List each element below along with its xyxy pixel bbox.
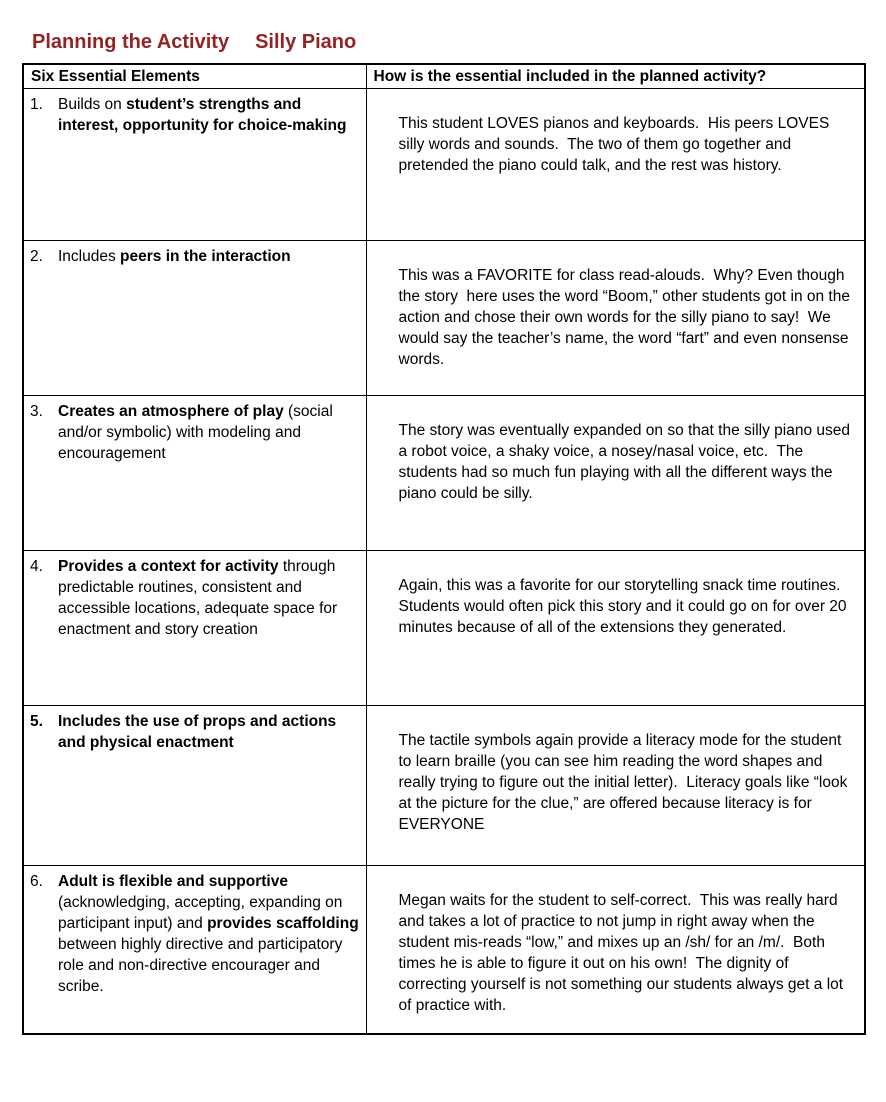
element-text: Adult is flexible and supportive (acknowledging, accepting, expanding on participant input) and provides scaffolding between highly directive and participatory role and non-directive encourager and scribe.	[58, 873, 363, 995]
page-title	[32, 30, 886, 54]
table-row	[23, 551, 865, 706]
numbered-item	[30, 556, 360, 640]
table-row	[23, 396, 865, 551]
table-row	[23, 89, 865, 241]
element-cell-3	[23, 396, 366, 551]
answer-cell-5: The tactile symbols again provide a literacy mode for the student to learn braille (you can see him reading the word shapes and really trying to figure out the initial letter). Literacy goals like “look at the picture for the clue,” are offered because literacy is for EVERYONE	[366, 706, 865, 866]
answer-cell-4: Again, this was a favorite for our storytelling snack time routines. Students would often pick this story and it could go on for over 20 minutes because of all of the extensions they generated.	[366, 551, 865, 706]
element-text: Provides a context for activity through predictable routines, consistent and accessible locations, adequate space for enactment and story creation	[58, 558, 342, 638]
element-text: Creates an atmosphere of play (social and/or symbolic) with modeling and encouragement	[58, 403, 338, 462]
element-text: Builds on student’s strengths and interest, opportunity for choice-making	[58, 96, 347, 134]
answer-cell-6: Megan waits for the student to self-correct. This was really hard and takes a lot of practice to not jump in right away when the student mis-reads “low,” and mixes up an /sh/ for an /m/. Both times he is able to figure it out on his own! The dignity of correcting yourself is not something our students always get a lot of practice with.	[366, 866, 865, 1034]
table-row	[23, 706, 865, 866]
element-text: Includes peers in the interaction	[58, 248, 291, 265]
column-header-how-included: How is the essential included in the planned activity?	[366, 64, 865, 89]
numbered-item	[30, 711, 360, 753]
document-page	[0, 30, 886, 1035]
table-row	[23, 866, 865, 1034]
table-header-row	[23, 64, 865, 89]
row-number: 4.	[30, 558, 43, 575]
numbered-item	[30, 871, 363, 997]
element-text: Includes the use of props and actions and physical enactment	[58, 713, 341, 751]
page-title-label: Planning the Activity	[32, 31, 230, 53]
row-number: 6.	[30, 873, 43, 890]
row-number: 1.	[30, 96, 43, 113]
answer-cell-3: The story was eventually expanded on so that the silly piano used a robot voice, a shaky voice, a nosey/nasal voice, etc. The students had so much fun playing with all the different ways the piano could be silly.	[366, 396, 865, 551]
planning-table	[22, 63, 866, 1035]
answer-cell-1: This student LOVES pianos and keyboards. His peers LOVES silly words and sounds. The two of them go together and pretended the piano could talk, and the rest was history.	[366, 89, 865, 241]
element-cell-5	[23, 706, 366, 866]
answer-cell-2: This was a FAVORITE for class read-alouds. Why? Even though the story here uses the word “Boom,” other students got in on the action and chose their own words for the silly piano to say! We would say the teacher’s name, the word “fart” and even nonsense words.	[366, 241, 865, 396]
row-number: 5.	[30, 713, 43, 730]
element-cell-1	[23, 89, 366, 241]
activity-name: Silly Piano	[255, 31, 357, 53]
table-row	[23, 241, 865, 396]
column-header-elements: Six Essential Elements	[23, 64, 366, 89]
numbered-item	[30, 246, 360, 267]
row-number: 3.	[30, 403, 43, 420]
element-cell-6	[23, 866, 366, 1034]
row-number: 2.	[30, 248, 43, 265]
numbered-item	[30, 94, 360, 136]
numbered-item	[30, 401, 360, 464]
element-cell-4	[23, 551, 366, 706]
element-cell-2	[23, 241, 366, 396]
